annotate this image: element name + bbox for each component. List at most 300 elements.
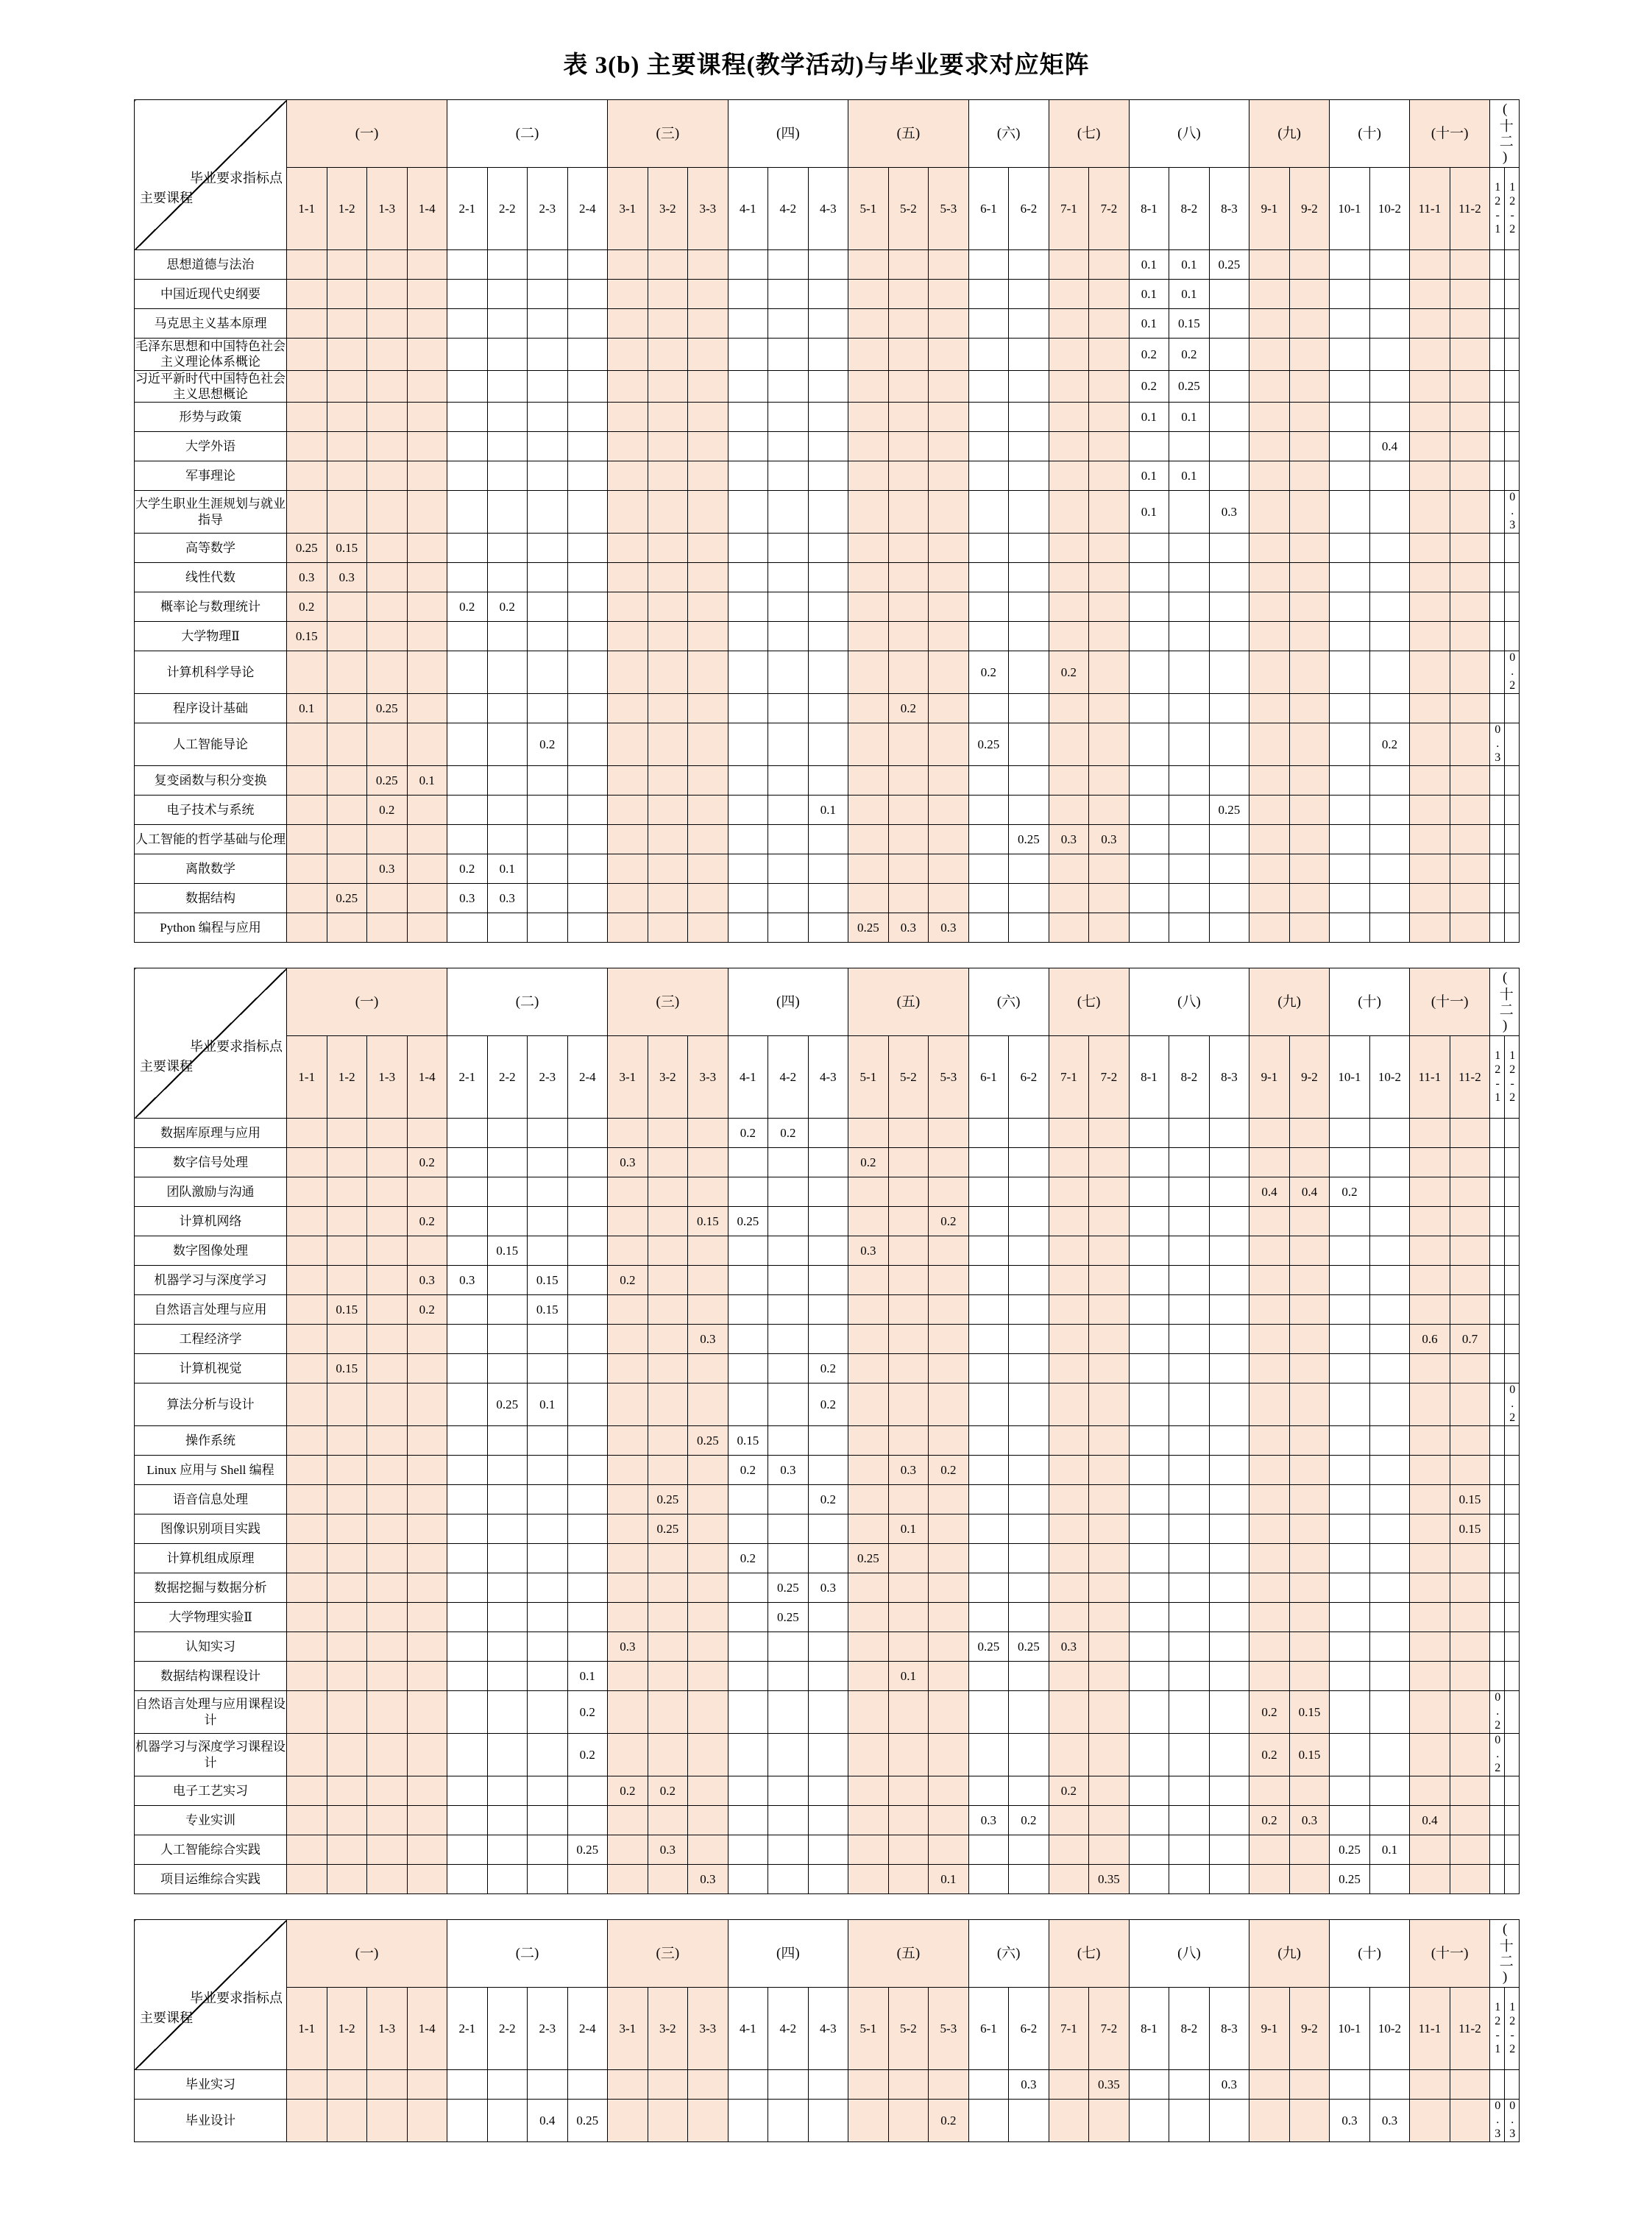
matrix-cell-5-1 bbox=[848, 651, 889, 694]
col-header-label: 5-3 bbox=[940, 1069, 957, 1084]
matrix-cell-5-3 bbox=[929, 1544, 969, 1573]
matrix-cell-8-1 bbox=[1129, 370, 1169, 403]
matrix-cell-2-2 bbox=[487, 1236, 528, 1266]
matrix-cell-7-2 bbox=[1089, 694, 1130, 723]
matrix-cell-2-4 bbox=[567, 723, 608, 766]
matrix-cell-8-2 bbox=[1169, 339, 1210, 371]
matrix-cell-10-2 bbox=[1369, 250, 1410, 280]
matrix-cell-7-2 bbox=[1089, 854, 1130, 884]
matrix-cell-8-3 bbox=[1209, 2070, 1249, 2100]
matrix-cell-5-3 bbox=[929, 461, 969, 491]
matrix-cell-7-2 bbox=[1089, 1485, 1130, 1514]
matrix-cell-3-3 bbox=[688, 884, 728, 913]
matrix-cell-10-1 bbox=[1330, 1835, 1370, 1865]
matrix-cell-9-1 bbox=[1249, 694, 1290, 723]
group-header-label: (七) bbox=[1077, 1945, 1101, 1961]
matrix-cell-1-4 bbox=[407, 694, 447, 723]
col-header-4-2 bbox=[768, 1036, 809, 1119]
table-row bbox=[135, 1514, 1520, 1544]
matrix-cell-10-2 bbox=[1369, 461, 1410, 491]
matrix-cell-3-3 bbox=[688, 461, 728, 491]
matrix-cell-10-1 bbox=[1330, 723, 1370, 766]
matrix-cell-4-1 bbox=[728, 913, 768, 943]
matrix-cell-5-2 bbox=[888, 796, 929, 825]
matrix-cell-1-4 bbox=[407, 796, 447, 825]
matrix-cell-8-1 bbox=[1129, 432, 1169, 461]
matrix-cell-3-2 bbox=[648, 1384, 688, 1426]
matrix-cell-3-3 bbox=[688, 1734, 728, 1776]
matrix-cell-9-1 bbox=[1249, 1266, 1290, 1295]
matrix-cell-1-1 bbox=[287, 563, 327, 592]
matrix-cell-8-1 bbox=[1129, 1776, 1169, 1806]
matrix-cell-2-1 bbox=[447, 1354, 488, 1384]
matrix-cell-1-3 bbox=[367, 1295, 408, 1325]
matrix-cell-2-4 bbox=[567, 403, 608, 432]
matrix-cell-8-2 bbox=[1169, 1806, 1210, 1835]
matrix-cell-2-4 bbox=[567, 1236, 608, 1266]
col-header-7-1 bbox=[1049, 1988, 1089, 2070]
matrix-cell-10-2 bbox=[1369, 1573, 1410, 1603]
matrix-cell-12-2 bbox=[1505, 854, 1520, 884]
matrix-cell-4-1 bbox=[728, 1266, 768, 1295]
matrix-cell-5-3 bbox=[929, 796, 969, 825]
course-label: 习近平新时代中国特色社会主义思想概论 bbox=[135, 371, 286, 401]
matrix-cell-7-2 bbox=[1089, 339, 1130, 371]
matrix-cell-2-2 bbox=[487, 1207, 528, 1236]
matrix-cell-3-1 bbox=[608, 309, 648, 339]
matrix-cell-1-1 bbox=[287, 1119, 327, 1148]
matrix-cell-8-2 bbox=[1169, 1236, 1210, 1266]
matrix-cell-2-1 bbox=[447, 1865, 488, 1894]
matrix-cell-9-2 bbox=[1289, 1148, 1330, 1177]
matrix-cell-3-2 bbox=[648, 2070, 688, 2100]
matrix-cell-10-2 bbox=[1369, 432, 1410, 461]
matrix-cell-11-2 bbox=[1450, 1354, 1490, 1384]
matrix-cell-1-2 bbox=[327, 1207, 367, 1236]
col-header-6-1 bbox=[968, 168, 1009, 250]
matrix-cell-5-1 bbox=[848, 796, 889, 825]
cell-value: 0.25 bbox=[1018, 1639, 1040, 1654]
matrix-cell-3-3 bbox=[688, 2100, 728, 2142]
matrix-cell-4-2 bbox=[768, 1865, 809, 1894]
matrix-cell-4-1 bbox=[728, 1119, 768, 1148]
matrix-cell-6-1 bbox=[968, 723, 1009, 766]
col-header-5-3 bbox=[929, 168, 969, 250]
matrix-cell-12-2 bbox=[1505, 309, 1520, 339]
matrix-cell-10-2 bbox=[1369, 534, 1410, 563]
matrix-cell-12-1 bbox=[1490, 1325, 1505, 1354]
matrix-cell-11-1 bbox=[1410, 403, 1450, 432]
matrix-cell-8-1 bbox=[1129, 622, 1169, 651]
col-header-1-2 bbox=[327, 1036, 367, 1119]
matrix-cell-5-1 bbox=[848, 491, 889, 534]
matrix-cell-11-2 bbox=[1450, 796, 1490, 825]
matrix-cell-12-2 bbox=[1505, 1119, 1520, 1148]
matrix-cell-5-1 bbox=[848, 1603, 889, 1632]
matrix-cell-11-2 bbox=[1450, 563, 1490, 592]
col-header-label: 1-3 bbox=[378, 1069, 396, 1084]
matrix-cell-1-4 bbox=[407, 403, 447, 432]
matrix-cell-2-1 bbox=[447, 1806, 488, 1835]
matrix-cell-9-1 bbox=[1249, 913, 1290, 943]
col-header-8-3 bbox=[1209, 1036, 1249, 1119]
matrix-cell-8-2 bbox=[1169, 854, 1210, 884]
cell-value: 0.25 bbox=[656, 1521, 679, 1536]
matrix-cell-3-2 bbox=[648, 1354, 688, 1384]
matrix-cell-7-1 bbox=[1049, 825, 1089, 854]
matrix-cell-8-3 bbox=[1209, 250, 1249, 280]
course-label: 毕业设计 bbox=[135, 2100, 287, 2142]
matrix-cell-2-4 bbox=[567, 1806, 608, 1835]
group-header bbox=[728, 1920, 848, 1988]
table-row bbox=[135, 1426, 1520, 1456]
col-header-11-1 bbox=[1410, 168, 1450, 250]
group-header bbox=[1049, 1920, 1129, 1988]
matrix-cell-10-1 bbox=[1330, 2100, 1370, 2142]
matrix-cell-3-2 bbox=[648, 1514, 688, 1544]
matrix-cell-11-1 bbox=[1410, 1603, 1450, 1632]
cell-value: 0.3 bbox=[1491, 2100, 1504, 2141]
matrix-cell-10-1 bbox=[1330, 1148, 1370, 1177]
matrix-cell-8-3 bbox=[1209, 1835, 1249, 1865]
col-header-label: 8-3 bbox=[1221, 201, 1238, 216]
matrix-cell-7-2 bbox=[1089, 534, 1130, 563]
col-header-label: 12-1 bbox=[1491, 1049, 1504, 1105]
matrix-cell-1-1 bbox=[287, 796, 327, 825]
matrix-cell-1-3 bbox=[367, 491, 408, 534]
matrix-cell-2-2 bbox=[487, 884, 528, 913]
matrix-cell-7-1 bbox=[1049, 622, 1089, 651]
matrix-cell-1-4 bbox=[407, 1426, 447, 1456]
matrix-cell-1-2 bbox=[327, 563, 367, 592]
matrix-cell-4-3 bbox=[808, 1325, 848, 1354]
matrix-cell-1-4 bbox=[407, 1384, 447, 1426]
table-row bbox=[135, 2070, 1520, 2100]
matrix-cell-1-4 bbox=[407, 491, 447, 534]
matrix-cell-4-1 bbox=[728, 1662, 768, 1691]
matrix-cell-8-2 bbox=[1169, 884, 1210, 913]
matrix-cell-1-2 bbox=[327, 1236, 367, 1266]
matrix-cell-10-1 bbox=[1330, 1119, 1370, 1148]
matrix-cell-5-2 bbox=[888, 1691, 929, 1734]
matrix-cell-2-3 bbox=[528, 1236, 568, 1266]
matrix-cell-1-2 bbox=[327, 1266, 367, 1295]
matrix-cell-9-2 bbox=[1289, 403, 1330, 432]
matrix-cell-8-3 bbox=[1209, 1662, 1249, 1691]
cell-value: 0.2 bbox=[1506, 651, 1519, 693]
matrix-cell-6-2 bbox=[1009, 1177, 1049, 1207]
matrix-cell-6-2 bbox=[1009, 339, 1049, 371]
matrix-cell-8-3 bbox=[1209, 884, 1249, 913]
matrix-cell-8-2 bbox=[1169, 651, 1210, 694]
matrix-cell-4-3 bbox=[808, 534, 848, 563]
matrix-cell-1-4 bbox=[407, 1456, 447, 1485]
cell-value: 0.25 bbox=[1339, 1871, 1361, 1886]
matrix-cell-6-1 bbox=[968, 1806, 1009, 1835]
matrix-cell-3-2 bbox=[648, 370, 688, 403]
col-header-3-3 bbox=[688, 1036, 728, 1119]
matrix-cell-1-1 bbox=[287, 1603, 327, 1632]
col-header-2-2 bbox=[487, 1988, 528, 2070]
table-row bbox=[135, 491, 1520, 534]
matrix-cell-6-2 bbox=[1009, 1573, 1049, 1603]
matrix-cell-4-3 bbox=[808, 622, 848, 651]
matrix-cell-3-1 bbox=[608, 1865, 648, 1894]
matrix-cell-2-2 bbox=[487, 1691, 528, 1734]
matrix-cell-2-2 bbox=[487, 622, 528, 651]
matrix-cell-4-2 bbox=[768, 1426, 809, 1456]
col-header-label: 11-2 bbox=[1458, 201, 1481, 216]
matrix-cell-10-2 bbox=[1369, 1384, 1410, 1426]
course-label: 毛泽东思想和中国特色社会主义理论体系概论 bbox=[135, 339, 286, 369]
matrix-cell-1-2 bbox=[327, 1325, 367, 1354]
matrix-cell-11-2 bbox=[1450, 1207, 1490, 1236]
matrix-cell-4-3 bbox=[808, 913, 848, 943]
matrix-cell-2-4 bbox=[567, 1573, 608, 1603]
matrix-cell-8-3 bbox=[1209, 1177, 1249, 1207]
matrix-cell-3-2 bbox=[648, 1603, 688, 1632]
matrix-cell-11-1 bbox=[1410, 1662, 1450, 1691]
matrix-cell-8-2 bbox=[1169, 461, 1210, 491]
cell-value: 0.2 bbox=[900, 701, 916, 715]
matrix-cell-12-1 bbox=[1490, 1426, 1505, 1456]
course-label: 马克思主义基本原理 bbox=[135, 309, 287, 339]
col-header-label: 10-1 bbox=[1338, 201, 1361, 216]
matrix-cell-3-3 bbox=[688, 1266, 728, 1295]
matrix-cell-7-1 bbox=[1049, 1544, 1089, 1573]
matrix-cell-10-1 bbox=[1330, 1325, 1370, 1354]
matrix-cell-1-2 bbox=[327, 1603, 367, 1632]
col-header-10-1 bbox=[1330, 168, 1370, 250]
matrix-cell-2-1 bbox=[447, 309, 488, 339]
course-label: Python 编程与应用 bbox=[135, 913, 287, 943]
course-label: 大学外语 bbox=[135, 432, 287, 461]
matrix-cell-11-1 bbox=[1410, 491, 1450, 534]
matrix-cell-6-2 bbox=[1009, 2070, 1049, 2100]
matrix-cell-6-2 bbox=[1009, 1485, 1049, 1514]
matrix-cell-8-3 bbox=[1209, 622, 1249, 651]
matrix-cell-10-2 bbox=[1369, 622, 1410, 651]
matrix-cell-1-2 bbox=[327, 309, 367, 339]
col-header-label: 8-2 bbox=[1180, 201, 1198, 216]
matrix-cell-6-1 bbox=[968, 403, 1009, 432]
matrix-cell-5-2 bbox=[888, 2100, 929, 2142]
matrix-cell-7-1 bbox=[1049, 403, 1089, 432]
matrix-cell-2-3 bbox=[528, 461, 568, 491]
col-header-label: 1-4 bbox=[418, 201, 436, 216]
matrix-cell-12-1 bbox=[1490, 1266, 1505, 1295]
matrix-cell-8-3 bbox=[1209, 2100, 1249, 2142]
matrix-cell-2-3 bbox=[528, 1865, 568, 1894]
matrix-cell-6-1 bbox=[968, 1573, 1009, 1603]
matrix-cell-12-1 bbox=[1490, 1806, 1505, 1835]
cell-value: 0.15 bbox=[536, 1302, 559, 1317]
matrix-cell-8-2 bbox=[1169, 1603, 1210, 1632]
matrix-cell-1-1 bbox=[287, 1456, 327, 1485]
matrix-cell-8-1 bbox=[1129, 1266, 1169, 1295]
matrix-cell-7-2 bbox=[1089, 1662, 1130, 1691]
matrix-cell-12-2 bbox=[1505, 432, 1520, 461]
group-header-label: (五) bbox=[896, 125, 921, 141]
col-header-label: 5-3 bbox=[940, 201, 957, 216]
matrix-cell-2-2 bbox=[487, 1603, 528, 1632]
matrix-cell-3-3 bbox=[688, 1573, 728, 1603]
matrix-cell-8-3 bbox=[1209, 1544, 1249, 1573]
cell-value: 0.2 bbox=[1261, 1813, 1277, 1827]
matrix-cell-2-2 bbox=[487, 1384, 528, 1426]
matrix-cell-4-3 bbox=[808, 1573, 848, 1603]
matrix-cell-3-3 bbox=[688, 432, 728, 461]
matrix-cell-4-2 bbox=[768, 1734, 809, 1776]
cell-value: 0.2 bbox=[1506, 1384, 1519, 1425]
matrix-cell-3-1 bbox=[608, 1177, 648, 1207]
cell-value: 0.1 bbox=[820, 802, 836, 817]
matrix-cell-8-3 bbox=[1209, 694, 1249, 723]
matrix-cell-7-1 bbox=[1049, 280, 1089, 309]
matrix-cell-7-2 bbox=[1089, 1354, 1130, 1384]
course-label: 毕业实习 bbox=[135, 2070, 287, 2100]
matrix-cell-6-2 bbox=[1009, 403, 1049, 432]
matrix-cell-1-4 bbox=[407, 1295, 447, 1325]
matrix-cell-1-1 bbox=[287, 1485, 327, 1514]
matrix-cell-1-3 bbox=[367, 854, 408, 884]
matrix-cell-12-2 bbox=[1505, 1514, 1520, 1544]
matrix-cell-12-1 bbox=[1490, 563, 1505, 592]
matrix-cell-1-2 bbox=[327, 1384, 367, 1426]
matrix-cell-5-1 bbox=[848, 766, 889, 796]
matrix-cell-10-2 bbox=[1369, 1734, 1410, 1776]
matrix-cell-2-3 bbox=[528, 1485, 568, 1514]
matrix-cell-3-3 bbox=[688, 1325, 728, 1354]
matrix-cell-2-4 bbox=[567, 1485, 608, 1514]
matrix-cell-5-1 bbox=[848, 622, 889, 651]
cell-value: 0.15 bbox=[1178, 316, 1200, 330]
matrix-cell-11-1 bbox=[1410, 1776, 1450, 1806]
table-row bbox=[135, 1734, 1520, 1776]
matrix-cell-8-1 bbox=[1129, 825, 1169, 854]
cell-value: 0.25 bbox=[295, 540, 318, 555]
cell-value: 0.15 bbox=[496, 1243, 519, 1258]
matrix-cell-2-1 bbox=[447, 1485, 488, 1514]
matrix-cell-9-2 bbox=[1289, 1632, 1330, 1662]
matrix-cell-5-1 bbox=[848, 534, 889, 563]
matrix-cell-8-3 bbox=[1209, 1354, 1249, 1384]
matrix-cell-3-1 bbox=[608, 1485, 648, 1514]
matrix-cell-6-2 bbox=[1009, 651, 1049, 694]
matrix-cell-8-1 bbox=[1129, 534, 1169, 563]
matrix-cell-1-2 bbox=[327, 250, 367, 280]
matrix-cell-7-1 bbox=[1049, 1426, 1089, 1456]
matrix-cell-2-1 bbox=[447, 563, 488, 592]
matrix-cell-6-1 bbox=[968, 1691, 1009, 1734]
matrix-cell-12-2 bbox=[1505, 1426, 1520, 1456]
group-header bbox=[287, 1920, 447, 1988]
matrix-cell-1-3 bbox=[367, 563, 408, 592]
matrix-cell-3-1 bbox=[608, 2100, 648, 2142]
matrix-cell-11-2 bbox=[1450, 250, 1490, 280]
matrix-cell-4-1 bbox=[728, 1691, 768, 1734]
matrix-cell-2-2 bbox=[487, 796, 528, 825]
col-header-7-1 bbox=[1049, 1036, 1089, 1119]
matrix-cell-4-2 bbox=[768, 432, 809, 461]
matrix-cell-4-2 bbox=[768, 309, 809, 339]
matrix-cell-5-1 bbox=[848, 694, 889, 723]
col-header-label: 3-3 bbox=[699, 2021, 717, 2036]
group-header-label: (十二) bbox=[1497, 1921, 1513, 1986]
matrix-cell-4-2 bbox=[768, 854, 809, 884]
matrix-cell-5-1 bbox=[848, 280, 889, 309]
matrix-cell-2-3 bbox=[528, 766, 568, 796]
matrix-cell-1-1 bbox=[287, 491, 327, 534]
matrix-cell-7-1 bbox=[1049, 1632, 1089, 1662]
group-header-label: (十二) bbox=[1497, 101, 1513, 166]
matrix-cell-4-3 bbox=[808, 1119, 848, 1148]
matrix-cell-3-3 bbox=[688, 1177, 728, 1207]
matrix-cell-2-4 bbox=[567, 1456, 608, 1485]
col-header-2-2 bbox=[487, 168, 528, 250]
matrix-cell-8-1 bbox=[1129, 1514, 1169, 1544]
matrix-cell-7-1 bbox=[1049, 592, 1089, 622]
matrix-cell-10-1 bbox=[1330, 766, 1370, 796]
matrix-cell-8-1 bbox=[1129, 250, 1169, 280]
cell-value: 0.3 bbox=[1060, 832, 1077, 846]
matrix-cell-7-2 bbox=[1089, 1573, 1130, 1603]
matrix-cell-8-2 bbox=[1169, 1734, 1210, 1776]
col-header-label: 12-2 bbox=[1506, 2000, 1519, 2057]
matrix-cell-7-1 bbox=[1049, 339, 1089, 371]
matrix-cell-6-1 bbox=[968, 1148, 1009, 1177]
group-header-label: (七) bbox=[1077, 993, 1101, 1010]
col-header-1-4 bbox=[407, 1988, 447, 2070]
matrix-cell-9-1 bbox=[1249, 1662, 1290, 1691]
matrix-cell-1-4 bbox=[407, 1544, 447, 1573]
matrix-cell-10-2 bbox=[1369, 1514, 1410, 1544]
matrix-cell-4-3 bbox=[808, 1354, 848, 1384]
matrix-cell-2-4 bbox=[567, 1119, 608, 1148]
matrix-cell-1-2 bbox=[327, 825, 367, 854]
matrix-cell-10-2 bbox=[1369, 1119, 1410, 1148]
matrix-cell-3-2 bbox=[648, 592, 688, 622]
col-header-label: 8-2 bbox=[1180, 1069, 1198, 1084]
matrix-cell-8-1 bbox=[1129, 1456, 1169, 1485]
cell-value: 0.25 bbox=[576, 1842, 599, 1857]
matrix-cell-6-2 bbox=[1009, 491, 1049, 534]
matrix-cell-12-1 bbox=[1490, 592, 1505, 622]
matrix-cell-9-2 bbox=[1289, 723, 1330, 766]
matrix-cell-4-3 bbox=[808, 1776, 848, 1806]
matrix-cell-5-2 bbox=[888, 825, 929, 854]
cell-value: 0.4 bbox=[1261, 1184, 1277, 1199]
table-row bbox=[135, 1573, 1520, 1603]
matrix-cell-6-1 bbox=[968, 432, 1009, 461]
matrix-cell-5-1 bbox=[848, 1485, 889, 1514]
col-header-label: 11-1 bbox=[1418, 201, 1442, 216]
matrix-cell-4-3 bbox=[808, 1544, 848, 1573]
corner-label-indicators: 毕业要求指标点 bbox=[190, 1991, 283, 2006]
col-header-label: 2-4 bbox=[578, 2021, 596, 2036]
matrix-cell-3-3 bbox=[688, 651, 728, 694]
matrix-cell-10-2 bbox=[1369, 403, 1410, 432]
matrix-cell-8-1 bbox=[1129, 1177, 1169, 1207]
matrix-cell-12-1 bbox=[1490, 1148, 1505, 1177]
matrix-cell-2-1 bbox=[447, 1207, 488, 1236]
matrix-cell-7-1 bbox=[1049, 1207, 1089, 1236]
col-header-9-1 bbox=[1249, 168, 1290, 250]
matrix-cell-4-3 bbox=[808, 1426, 848, 1456]
cell-value: 0.25 bbox=[1339, 1842, 1361, 1857]
col-header-label: 9-2 bbox=[1301, 1069, 1318, 1084]
matrix-cell-10-1 bbox=[1330, 309, 1370, 339]
